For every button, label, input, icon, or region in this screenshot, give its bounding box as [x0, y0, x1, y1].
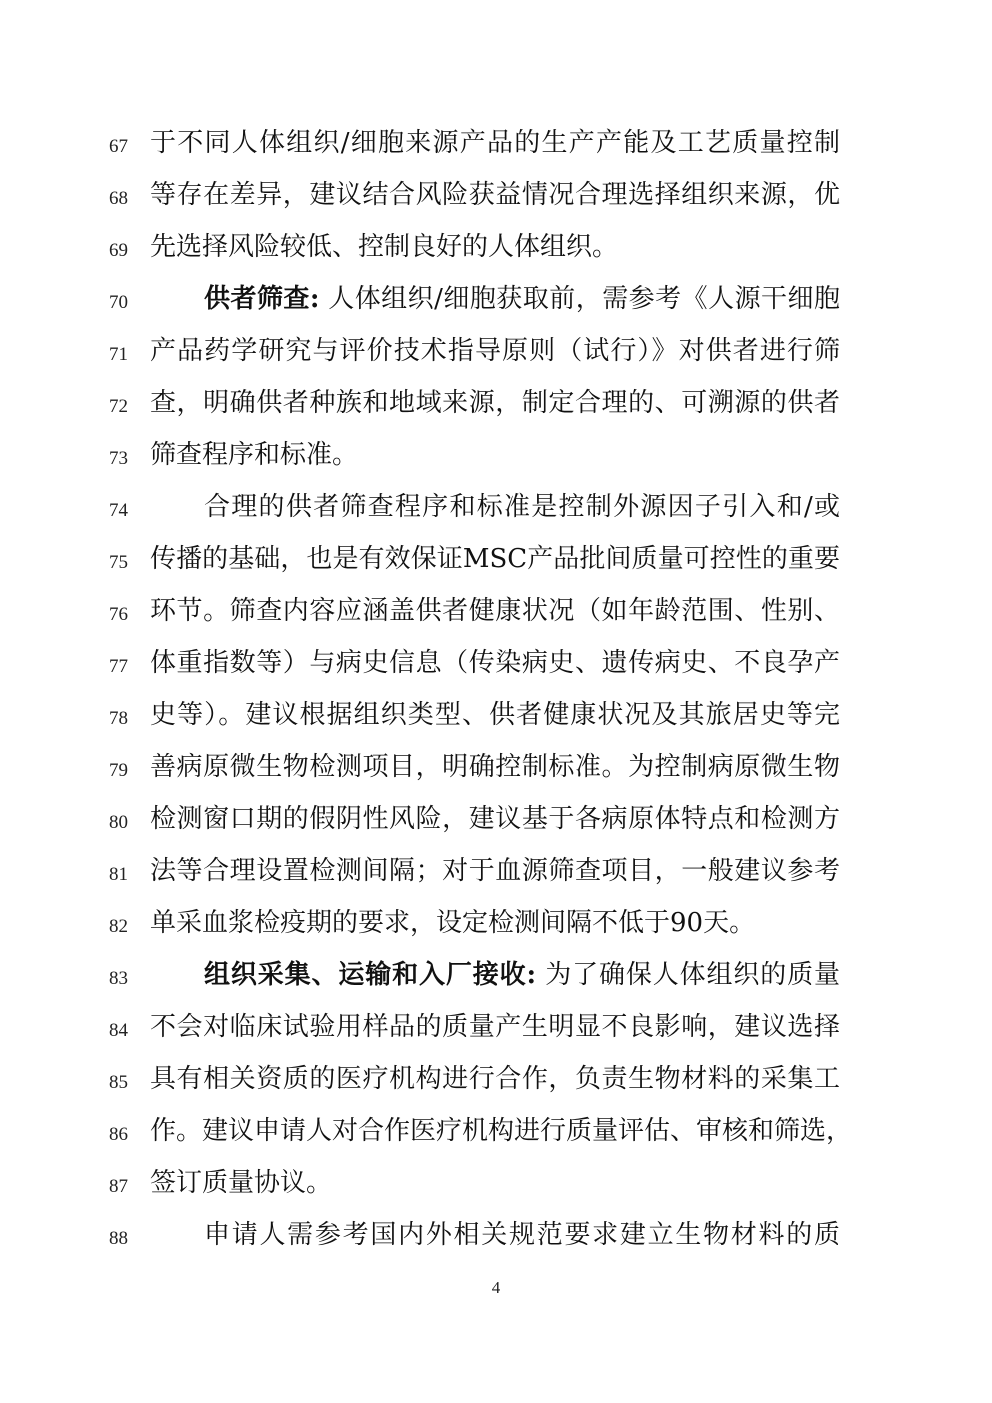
heading-body-text: 为了确保人体组织的质量: [536, 960, 840, 990]
text-line: [0, 694, 992, 746]
line-number: 88: [109, 1228, 128, 1249]
line-text: 单采血浆检疫期的要求，设定检测间隔不低于90天。: [150, 908, 756, 938]
text-line: [0, 434, 992, 486]
line-text: 法等合理设置检测间隔；对于血源筛查项目，一般建议参考: [150, 856, 840, 886]
line-number: 83: [109, 968, 128, 989]
line-text: 合理的供者筛查程序和标准是控制外源因子引入和/或: [204, 492, 840, 522]
line-text: 传播的基础，也是有效保证MSC产品批间质量可控性的重要: [150, 544, 840, 574]
line-number: 79: [109, 760, 128, 781]
line-number: 82: [109, 916, 128, 937]
line-text: 善病原微生物检测项目，明确控制标准。为控制病原微生物: [150, 752, 840, 782]
text-line: [0, 174, 992, 226]
line-text: [204, 283, 840, 315]
section-heading: 供者筛查:: [204, 284, 320, 314]
line-number: 70: [109, 292, 128, 313]
text-line: [0, 278, 992, 330]
line-number: 69: [109, 240, 128, 261]
line-text: 等存在差异，建议结合风险获益情况合理选择组织来源，优: [150, 180, 840, 210]
line-text: [204, 959, 840, 991]
line-text: 签订质量协议。: [150, 1168, 333, 1198]
line-number: 81: [109, 864, 128, 885]
line-number: 77: [109, 656, 128, 677]
line-text: 产品药学研究与评价技术指导原则（试行）》对供者进行筛: [150, 336, 840, 366]
line-text: 先选择风险较低、控制良好的人体组织。: [150, 232, 619, 262]
text-line: [0, 538, 992, 590]
text-line: [0, 486, 992, 538]
line-text: 筛查程序和标准。: [150, 440, 359, 470]
line-text: 检测窗口期的假阴性风险，建议基于各病原体特点和检测方: [150, 804, 840, 834]
line-text: 申请人需参考国内外相关规范要求建立生物材料的质: [204, 1220, 840, 1250]
line-number: 68: [109, 188, 128, 209]
text-line: [0, 850, 992, 902]
line-text: 史等）。建议根据组织类型、供者健康状况及其旅居史等完: [150, 700, 840, 730]
text-line: [0, 642, 992, 694]
text-line: [0, 330, 992, 382]
line-number: 67: [109, 136, 128, 157]
line-text: 作。建议申请人对合作医疗机构进行质量评估、审核和筛选，: [150, 1116, 853, 1146]
text-line: [0, 1058, 992, 1110]
line-number: 80: [109, 812, 128, 833]
text-line: [0, 382, 992, 434]
line-text: 体重指数等）与病史信息（传染病史、遗传病史、不良孕产: [150, 648, 840, 678]
line-number: 85: [109, 1072, 128, 1093]
line-number: 76: [109, 604, 128, 625]
line-number: 73: [109, 448, 128, 469]
line-number: 72: [109, 396, 128, 417]
line-number: 84: [109, 1020, 128, 1041]
text-line: [0, 902, 992, 954]
line-text: 于不同人体组织/细胞来源产品的生产产能及工艺质量控制: [150, 128, 840, 158]
line-number: 71: [109, 344, 128, 365]
line-text: 不会对临床试验用样品的质量产生明显不良影响，建议选择: [150, 1012, 840, 1042]
line-text: 查，明确供者种族和地域来源，制定合理的、可溯源的供者: [150, 388, 840, 418]
line-number: 75: [109, 552, 128, 573]
line-number: 86: [109, 1124, 128, 1145]
text-line: [0, 590, 992, 642]
text-line: [0, 1006, 992, 1058]
line-number: 78: [109, 708, 128, 729]
text-line: [0, 1110, 992, 1162]
text-line: [0, 954, 992, 1006]
text-line: [0, 746, 992, 798]
text-line: [0, 798, 992, 850]
section-heading: 组织采集、运输和入厂接收:: [204, 960, 537, 990]
text-line: [0, 1214, 992, 1266]
text-line: [0, 1162, 992, 1214]
line-text: 环节。筛查内容应涵盖供者健康状况（如年龄范围、性别、: [150, 596, 840, 626]
line-number: 87: [109, 1176, 128, 1197]
page-number: 4: [491, 1278, 501, 1297]
line-text: 具有相关资质的医疗机构进行合作，负责生物材料的采集工: [150, 1064, 840, 1094]
text-line: [0, 226, 992, 278]
text-line: [0, 122, 992, 174]
heading-body-text: 人体组织/细胞获取前，需参考《人源干细胞: [319, 284, 840, 314]
line-number: 74: [109, 500, 128, 521]
